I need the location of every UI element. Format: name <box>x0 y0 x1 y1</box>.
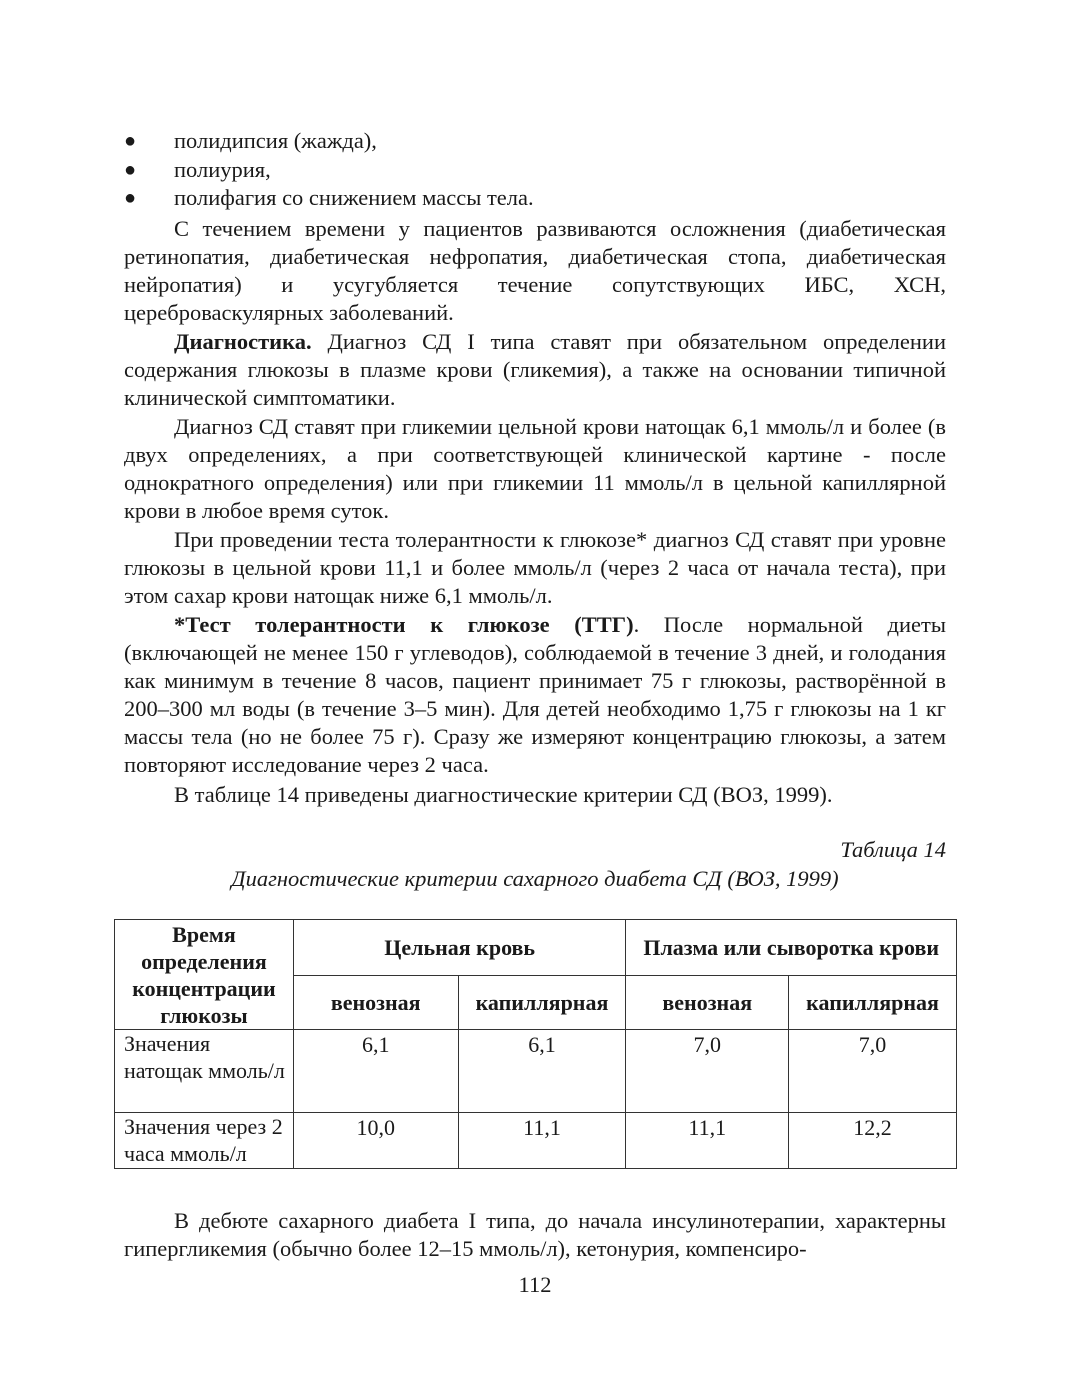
row-label: Значения натощак ммоль/л <box>115 1030 294 1113</box>
subheader-venous: венозная <box>293 976 458 1030</box>
bullet-icon: ● <box>124 158 137 181</box>
bullet-icon: ● <box>124 130 137 152</box>
paragraph-diagnostics: Диагностика. Диагноз СД I типа ставят при обязательном определении содержания глюкозы в плазме крови (гликемия), а также на основании типичной клинической симптоматики. <box>124 329 946 410</box>
ttg-heading: *Тест толерантности к глюкозе (ТТГ) <box>174 612 634 637</box>
table-row <box>115 1030 957 1113</box>
table-header-row <box>115 920 957 976</box>
paragraph-tolerance-test: При проведении теста толерантности к глюкозе* диагноз СД ставят при уровне глюкозы в цельной крови 11,1 и более ммоль/л (через 2 часа от начала теста), при этом сахар крови натощак ниже 6,1 ммоль/л. <box>124 527 946 608</box>
row-label: Значения через 2 часа ммоль/л <box>115 1113 294 1169</box>
paragraph-complications: С течением времени у пациентов развиваются осложнения (диабетическая ретинопатия, диабетическая нефропатия, диабетическая стопа, диабетическая нейропатия) и усугубляется течение сопутствующих ИБС, ХСН, цереброваскулярных заболеваний. <box>124 216 946 325</box>
table-number: Таблица 14 <box>840 837 946 862</box>
bullet-icon: ● <box>124 187 137 209</box>
table-row <box>115 1113 957 1169</box>
table-cell: 7,0 <box>626 1030 789 1113</box>
table-cell: 7,0 <box>789 1030 957 1113</box>
corner-header: Время определения концентрации глюкозы <box>115 920 294 1030</box>
table-cell: 12,2 <box>789 1113 957 1169</box>
group-header-plasma: Плазма или сыворотка крови <box>626 920 957 976</box>
table-cell: 11,1 <box>626 1113 789 1169</box>
table-cell: 10,0 <box>293 1113 458 1169</box>
list-item: ● полидипсия (жажда), <box>124 128 377 153</box>
paragraph-diagnosis-criteria: Диагноз СД ставят при гликемии цельной крови натощак 6,1 ммоль/л и более (в двух определениях, а при соответствующей клинической картине - после однократного определения) или при гликемии 11 ммоль/л в цельной капиллярной крови в любое время суток. <box>124 414 946 523</box>
paragraph-table-reference: В таблице 14 приведены диагностические критерии СД (ВОЗ, 1999). <box>174 782 833 807</box>
list-item: ● полифагия со снижением массы тела. <box>124 185 534 210</box>
diagnostics-heading: Диагностика. <box>174 329 312 354</box>
subheader-capillary: капиллярная <box>458 976 626 1030</box>
subheader-capillary: капиллярная <box>789 976 957 1030</box>
symptom-list <box>124 127 954 213</box>
page-number: 112 <box>518 1272 552 1297</box>
table-cell: 6,1 <box>293 1030 458 1113</box>
paragraph-ttg: *Тест толерантности к глюкозе (ТТГ). После нормальной диеты (включающей не менее 150 г углеводов), соблюдаемой в течение 3 дней, и голодания как минимум в течение 8 часов, пациент принимает 75 г глюкозы, растворённой в 200–300 мл воды (в течение 3–5 мин). Для детей необходимо 1,75 г глюкозы на 1 кг массы тела (но не более 75 г). Сразу же измеряют концентрацию глюкозы, а затем повторяют исследование через 2 часа. <box>124 612 946 777</box>
table-cell: 6,1 <box>458 1030 626 1113</box>
table-cell: 11,1 <box>458 1113 626 1169</box>
subheader-venous: венозная <box>626 976 789 1030</box>
group-header-whole-blood: Цельная кровь <box>293 920 626 976</box>
list-item: ● полиурия, <box>124 156 271 182</box>
table-title: Диагностические критерии сахарного диабета СД (ВОЗ, 1999) <box>231 866 839 891</box>
criteria-table <box>114 919 957 1169</box>
paragraph-debut: В дебюте сахарного диабета I типа, до начала инсулинотерапии, характерны гипергликемия (обычно более 12–15 ммоль/л), кетонурия, компенсиро- <box>124 1208 946 1261</box>
